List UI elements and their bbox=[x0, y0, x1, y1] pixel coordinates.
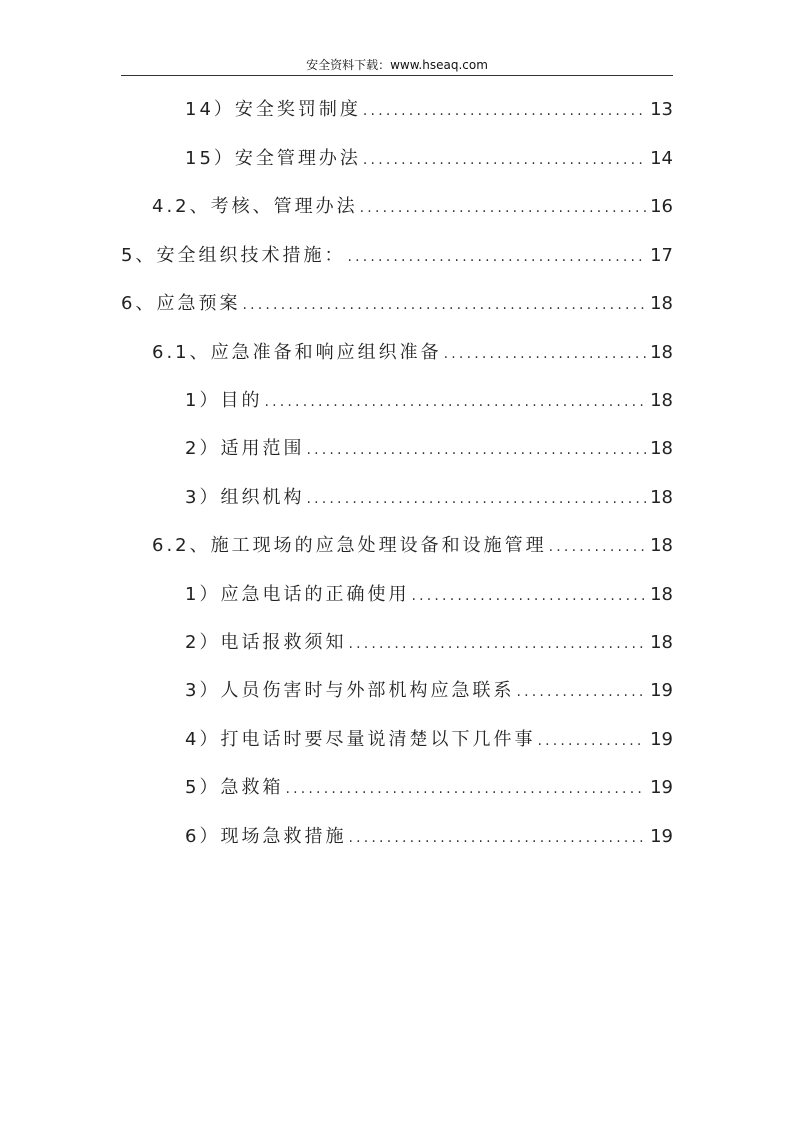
toc-entry[interactable] bbox=[185, 485, 673, 511]
toc-entry-title: 5、安全组织技术措施： bbox=[121, 245, 346, 266]
toc-page-number: 18 bbox=[650, 584, 673, 605]
toc-dot-leader bbox=[242, 292, 646, 318]
page-header: 安全资料下载：www.hseaq.com bbox=[306, 58, 488, 72]
toc-entry-title: 2）适用范围 bbox=[185, 438, 305, 459]
toc-page-number: 18 bbox=[650, 390, 673, 411]
header-divider bbox=[121, 75, 673, 76]
toc-dot-leader bbox=[363, 147, 646, 173]
toc-entry[interactable] bbox=[185, 824, 673, 850]
toc-page-number: 18 bbox=[650, 438, 673, 459]
toc-entry[interactable] bbox=[185, 97, 673, 123]
toc-entry-title: 1）目的 bbox=[185, 390, 263, 411]
toc-entry-title: 3）人员伤害时与外部机构应急联系 bbox=[185, 680, 515, 701]
toc-page-number: 19 bbox=[650, 777, 673, 798]
toc-dot-leader bbox=[306, 486, 646, 512]
toc-entry[interactable] bbox=[185, 727, 673, 753]
toc-page-number: 14 bbox=[650, 148, 673, 169]
toc-entry-title: 6）现场急救措施 bbox=[185, 826, 347, 847]
toc-entry-title: 3）组织机构 bbox=[185, 487, 305, 508]
toc-entry[interactable] bbox=[185, 146, 673, 172]
toc-dot-leader bbox=[411, 583, 646, 609]
toc-page-number: 18 bbox=[650, 293, 673, 314]
toc-dot-leader bbox=[537, 728, 646, 754]
toc-dot-leader bbox=[264, 389, 646, 415]
toc-entry[interactable] bbox=[185, 436, 673, 462]
toc-entry[interactable] bbox=[152, 533, 673, 559]
toc-dot-leader bbox=[516, 679, 646, 705]
toc-dot-leader bbox=[306, 437, 646, 463]
toc-dot-leader bbox=[444, 341, 646, 367]
toc-page-number: 18 bbox=[650, 342, 673, 363]
toc-dot-leader bbox=[363, 98, 646, 124]
toc-dot-leader bbox=[348, 825, 646, 851]
toc-entry-title: 1）应急电话的正确使用 bbox=[185, 584, 410, 605]
toc-entry-title: 2）电话报救须知 bbox=[185, 632, 347, 653]
toc-entry[interactable] bbox=[121, 291, 673, 317]
toc-dot-leader bbox=[348, 631, 646, 657]
toc-entry-title: 15）安全管理办法 bbox=[185, 148, 361, 169]
toc-entry[interactable] bbox=[185, 388, 673, 414]
toc-entry[interactable] bbox=[185, 630, 673, 656]
toc-entry[interactable] bbox=[152, 194, 673, 220]
toc-page-number: 19 bbox=[650, 826, 673, 847]
toc-entry[interactable] bbox=[185, 775, 673, 801]
toc-page-number: 19 bbox=[650, 729, 673, 750]
toc-page-number: 17 bbox=[650, 245, 673, 266]
toc-entry-title: 14）安全奖罚制度 bbox=[185, 99, 361, 120]
toc-page-number: 13 bbox=[650, 99, 673, 120]
toc-entry[interactable] bbox=[185, 582, 673, 608]
toc-page-number: 18 bbox=[650, 535, 673, 556]
toc-dot-leader bbox=[347, 244, 646, 270]
toc-entry-title: 6.1、应急准备和响应组织准备 bbox=[152, 342, 442, 363]
toc-page-number: 18 bbox=[650, 487, 673, 508]
toc-dot-leader bbox=[285, 776, 646, 802]
toc-entry-title: 6.2、施工现场的应急处理设备和设施管理 bbox=[152, 535, 547, 556]
toc-dot-leader bbox=[549, 534, 646, 560]
toc-entry-title: 6、应急预案 bbox=[121, 293, 241, 314]
toc-entry[interactable] bbox=[121, 243, 673, 269]
toc-entry[interactable] bbox=[185, 678, 673, 704]
toc-entry-title: 5）急救箱 bbox=[185, 777, 284, 798]
toc-entry-title: 4）打电话时要尽量说清楚以下几件事 bbox=[185, 729, 536, 750]
toc-page-number: 19 bbox=[650, 680, 673, 701]
toc-page-number: 16 bbox=[650, 196, 673, 217]
toc-page-number: 18 bbox=[650, 632, 673, 653]
toc-entry-title: 4.2、考核、管理办法 bbox=[152, 196, 358, 217]
toc-dot-leader bbox=[360, 195, 646, 221]
toc-entry[interactable] bbox=[152, 340, 673, 366]
